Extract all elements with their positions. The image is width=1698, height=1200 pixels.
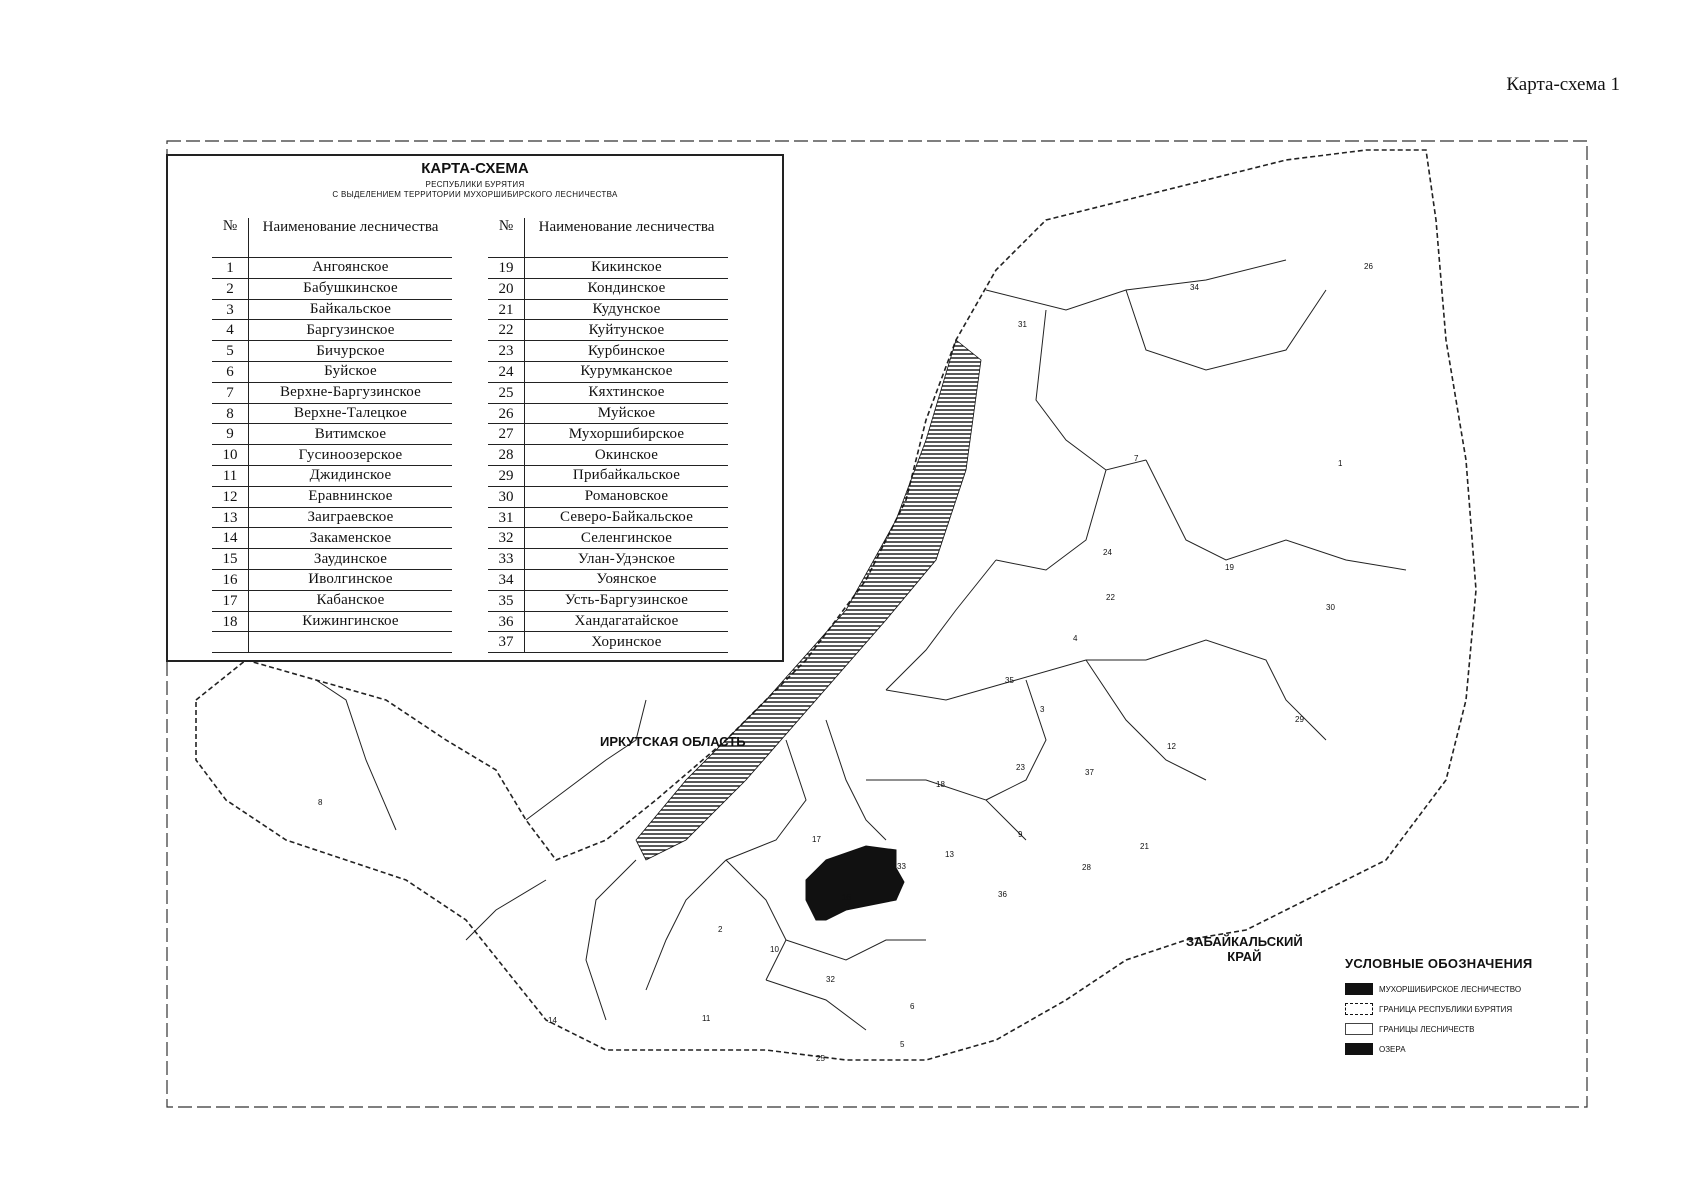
row-name: Еравнинское bbox=[308, 488, 393, 505]
irkutsk-region-label: ИРКУТСКАЯ ОБЛАСТЬ bbox=[600, 734, 746, 749]
row-name: Хоринское bbox=[591, 633, 662, 650]
row-name: Хандагатайское bbox=[574, 612, 679, 629]
table-row bbox=[212, 632, 452, 653]
row-name: Уоянское bbox=[596, 571, 657, 588]
row-name: Прибайкальское bbox=[572, 467, 681, 484]
row-name: Усть-Баргузинское bbox=[564, 592, 689, 609]
table-row bbox=[212, 445, 452, 466]
legend-item bbox=[1345, 1039, 1575, 1059]
row-name: Кабанское bbox=[316, 592, 385, 609]
district-number: 34 bbox=[1190, 283, 1199, 292]
district-number: 22 bbox=[1106, 593, 1115, 602]
table-row bbox=[488, 570, 728, 591]
row-num: 26 bbox=[488, 404, 525, 424]
zabaikalsky-line1: ЗАБАЙКАЛЬСКИЙ bbox=[1186, 934, 1303, 949]
table-subtitle-2: С ВЫДЕЛЕНИЕМ ТЕРРИТОРИИ МУХОРШИБИРСКОГО ЛЕСНИЧЕСТВА bbox=[332, 190, 618, 199]
row-num: 18 bbox=[212, 612, 249, 632]
table-row bbox=[488, 612, 728, 633]
row-num: 14 bbox=[212, 528, 249, 548]
row-name: Джидинское bbox=[309, 467, 392, 484]
row-name: Селенгинское bbox=[580, 529, 673, 546]
table-row bbox=[488, 445, 728, 466]
legend-item bbox=[1345, 999, 1575, 1019]
row-num: 13 bbox=[212, 508, 249, 528]
district-number: 5 bbox=[900, 1040, 905, 1049]
legend-title: УСЛОВНЫЕ ОБОЗНАЧЕНИЯ bbox=[1345, 956, 1533, 971]
district-number: 26 bbox=[1364, 262, 1373, 271]
row-name: Курумканское bbox=[580, 363, 673, 380]
table-row bbox=[212, 487, 452, 508]
row-name: Куйтунское bbox=[588, 321, 665, 338]
table-row bbox=[488, 258, 728, 279]
row-num: 27 bbox=[488, 424, 525, 444]
legend-swatch-solid bbox=[1345, 983, 1373, 995]
district-number: 1 bbox=[1338, 459, 1343, 468]
table-row bbox=[212, 341, 452, 362]
row-num: 20 bbox=[488, 279, 525, 299]
table-row bbox=[212, 258, 452, 279]
table-title: КАРТА-СХЕМА bbox=[421, 160, 529, 177]
table-row bbox=[212, 300, 452, 321]
district-number: 24 bbox=[1103, 548, 1112, 557]
table-row bbox=[488, 487, 728, 508]
mukhorshibirskoye-district bbox=[806, 846, 904, 920]
legend-swatch-thin bbox=[1345, 1023, 1373, 1035]
table-right-column bbox=[488, 218, 728, 653]
row-name: Иволгинское bbox=[308, 571, 393, 588]
row-name: Кяхтинское bbox=[588, 384, 665, 401]
table-row bbox=[488, 383, 728, 404]
header-num: № bbox=[488, 218, 525, 257]
row-num: 28 bbox=[488, 445, 525, 465]
row-name: Северо-Байкальское bbox=[559, 508, 694, 525]
table-row bbox=[212, 362, 452, 383]
table-header bbox=[488, 218, 728, 258]
district-number: 18 bbox=[936, 780, 945, 789]
district-number: 23 bbox=[1016, 763, 1025, 772]
legend-label: ГРАНИЦЫ ЛЕСНИЧЕСТВ bbox=[1379, 1024, 1475, 1034]
table-row bbox=[488, 528, 728, 549]
row-num: 3 bbox=[212, 300, 249, 320]
row-name: Кижингинское bbox=[302, 612, 399, 629]
district-number: 31 bbox=[1018, 320, 1027, 329]
row-num: 31 bbox=[488, 508, 525, 528]
row-num: 37 bbox=[488, 632, 525, 652]
row-num: 7 bbox=[212, 383, 249, 403]
table-row bbox=[488, 508, 728, 529]
header-name: Наименование лесничества bbox=[538, 219, 715, 235]
row-num: 10 bbox=[212, 445, 249, 465]
table-row bbox=[488, 591, 728, 612]
row-num: 35 bbox=[488, 591, 525, 611]
district-number: 8 bbox=[318, 798, 323, 807]
table-row bbox=[212, 528, 452, 549]
table-row bbox=[488, 362, 728, 383]
row-name: Буйское bbox=[324, 363, 377, 380]
table-left-column bbox=[212, 218, 452, 653]
row-name: Баргузинское bbox=[306, 321, 395, 338]
district-number: 21 bbox=[1140, 842, 1149, 851]
header-name: Наименование лесничества bbox=[262, 219, 439, 235]
table-row bbox=[212, 612, 452, 633]
district-number: 4 bbox=[1073, 634, 1078, 643]
table-row bbox=[212, 591, 452, 612]
legend-label: МУХОРШИБИРСКОЕ ЛЕСНИЧЕСТВО bbox=[1379, 984, 1522, 994]
row-num: 33 bbox=[488, 549, 525, 569]
row-num: 22 bbox=[488, 320, 525, 340]
row-num: 9 bbox=[212, 424, 249, 444]
row-name: Романовское bbox=[584, 488, 669, 505]
row-num: 1 bbox=[212, 258, 249, 278]
table-row bbox=[212, 508, 452, 529]
row-num: 25 bbox=[488, 383, 525, 403]
district-number: 29 bbox=[1295, 715, 1304, 724]
row-num bbox=[212, 632, 249, 652]
table-row bbox=[212, 279, 452, 300]
page-label: Карта-схема 1 bbox=[1506, 74, 1620, 95]
table-row bbox=[488, 279, 728, 300]
table-row bbox=[488, 300, 728, 321]
legend-item bbox=[1345, 1019, 1575, 1039]
row-name: Витимское bbox=[314, 425, 387, 442]
district-number: 13 bbox=[945, 850, 954, 859]
row-num: 36 bbox=[488, 612, 525, 632]
row-name: Мухоршибирское bbox=[568, 425, 685, 442]
row-name: Кикинское bbox=[591, 259, 662, 276]
district-number: 28 bbox=[1082, 863, 1091, 872]
row-num: 34 bbox=[488, 570, 525, 590]
district-number: 6 bbox=[910, 1002, 915, 1011]
row-name: Закаменское bbox=[309, 529, 392, 546]
row-name: Ангоянское bbox=[312, 259, 389, 276]
table-row bbox=[212, 424, 452, 445]
district-number: 37 bbox=[1085, 768, 1094, 777]
forestry-table bbox=[166, 154, 784, 662]
table-row bbox=[488, 341, 728, 362]
legend-label: ОЗЕРА bbox=[1379, 1044, 1406, 1054]
district-number: 35 bbox=[1005, 676, 1014, 685]
row-name: Верхне-Талецкое bbox=[294, 404, 407, 421]
table-row bbox=[488, 466, 728, 487]
legend-item bbox=[1345, 979, 1575, 999]
district-number: 12 bbox=[1167, 742, 1176, 751]
row-num: 16 bbox=[212, 570, 249, 590]
table-subtitle-1: РЕСПУБЛИКИ БУРЯТИЯ bbox=[425, 180, 525, 189]
row-name: Байкальское bbox=[309, 300, 392, 317]
row-num: 32 bbox=[488, 528, 525, 548]
row-num: 6 bbox=[212, 362, 249, 382]
legend-swatch-lake bbox=[1345, 1043, 1373, 1055]
zabaikalsky-line2: КРАЙ bbox=[1227, 949, 1262, 964]
row-name: Бичурское bbox=[316, 342, 385, 359]
district-number: 30 bbox=[1326, 603, 1335, 612]
row-name: Курбинское bbox=[587, 342, 666, 359]
row-num: 29 bbox=[488, 466, 525, 486]
row-name: Верхне-Баргузинское bbox=[279, 384, 422, 401]
district-number: 33 bbox=[897, 862, 906, 871]
legend-label: ГРАНИЦА РЕСПУБЛИКИ БУРЯТИЯ bbox=[1379, 1004, 1513, 1014]
row-name: Окинское bbox=[594, 446, 659, 463]
district-number: 10 bbox=[770, 945, 779, 954]
table-row bbox=[488, 632, 728, 653]
row-num: 23 bbox=[488, 341, 525, 361]
district-number: 17 bbox=[812, 835, 821, 844]
row-num: 5 bbox=[212, 341, 249, 361]
row-num: 24 bbox=[488, 362, 525, 382]
row-num: 15 bbox=[212, 549, 249, 569]
district-number: 36 bbox=[998, 890, 1007, 899]
row-num: 2 bbox=[212, 279, 249, 299]
table-row bbox=[212, 549, 452, 570]
row-name: Кондинское bbox=[587, 280, 666, 297]
header-num: № bbox=[212, 218, 249, 257]
district-number: 2 bbox=[718, 925, 723, 934]
table-row bbox=[212, 466, 452, 487]
district-number: 11 bbox=[702, 1014, 711, 1023]
row-name: Кудунское bbox=[592, 300, 661, 317]
district-number: 25 bbox=[816, 1054, 825, 1063]
row-name: Заудинское bbox=[313, 550, 388, 567]
row-num: 21 bbox=[488, 300, 525, 320]
map-legend bbox=[1345, 956, 1575, 1059]
table-row bbox=[212, 570, 452, 591]
table-row bbox=[488, 549, 728, 570]
row-num: 11 bbox=[212, 466, 249, 486]
row-num: 17 bbox=[212, 591, 249, 611]
table-row bbox=[488, 404, 728, 425]
district-number: 3 bbox=[1040, 705, 1045, 714]
zabaikalsky-region-label bbox=[1186, 934, 1303, 964]
row-num: 8 bbox=[212, 404, 249, 424]
row-num: 12 bbox=[212, 487, 249, 507]
row-num: 19 bbox=[488, 258, 525, 278]
district-number: 14 bbox=[548, 1016, 557, 1025]
row-num: 4 bbox=[212, 320, 249, 340]
district-number: 9 bbox=[1018, 830, 1023, 839]
row-name: Улан-Удэнское bbox=[577, 550, 676, 567]
row-name: Муйское bbox=[597, 404, 656, 421]
row-name: Заиграевское bbox=[307, 508, 394, 525]
table-row bbox=[212, 320, 452, 341]
row-name: Бабушкинское bbox=[303, 280, 398, 297]
district-number: 7 bbox=[1134, 454, 1139, 463]
district-number: 16 bbox=[842, 893, 851, 902]
row-name: Гусиноозерское bbox=[298, 446, 403, 463]
table-row bbox=[488, 320, 728, 341]
table-row bbox=[212, 404, 452, 425]
table-row bbox=[212, 383, 452, 404]
legend-swatch-dashed bbox=[1345, 1003, 1373, 1015]
table-header bbox=[212, 218, 452, 258]
row-num: 30 bbox=[488, 487, 525, 507]
district-number: 32 bbox=[826, 975, 835, 984]
table-row bbox=[488, 424, 728, 445]
district-number: 19 bbox=[1225, 563, 1234, 572]
